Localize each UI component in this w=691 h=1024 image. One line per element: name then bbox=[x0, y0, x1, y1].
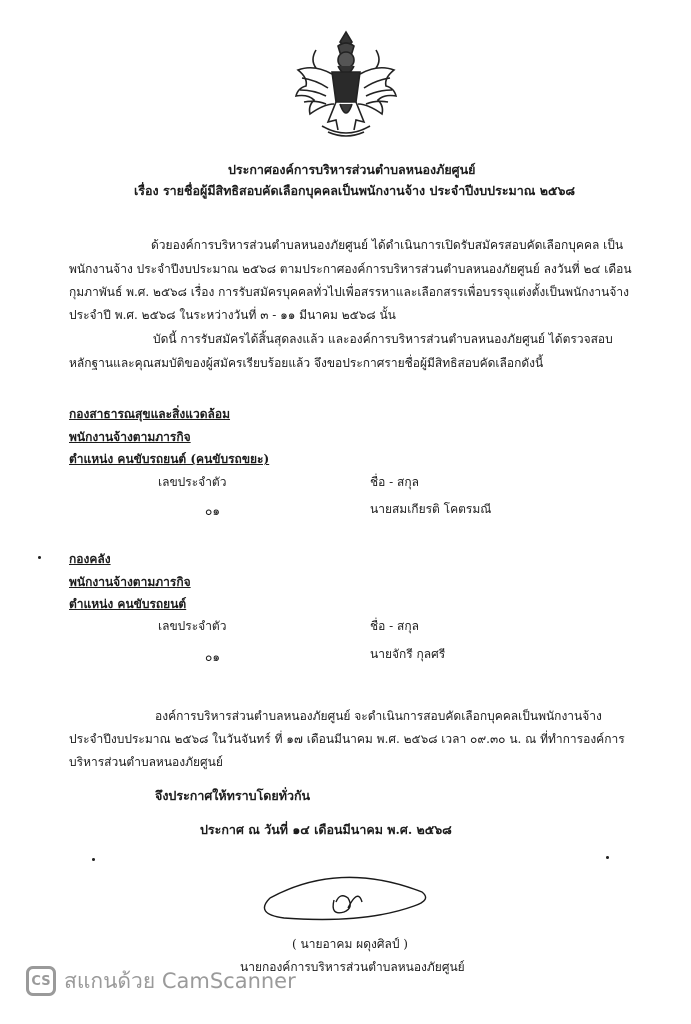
watermark-text: สแกนด้วย CamScanner bbox=[64, 968, 296, 993]
position-title: ตำแหน่ง คนขับรถยนต์ bbox=[69, 597, 187, 611]
intro-line-3: กุมภาพันธ์ พ.ศ. ๒๕๖๘ เรื่อง การรับสมัครบุคคลทั่วไปเพื่อสรรหาและเลือกสรรเพื่อบรรจุแต่งตั้งเป็นพนักงานจ้าง bbox=[69, 285, 629, 299]
notice-title: ประกาศองค์การบริหารส่วนตำบลหนองภัยศูนย์ bbox=[228, 162, 476, 177]
signatory-title: นายกองค์การบริหารส่วนตำบลหนองภัยศูนย์ bbox=[240, 960, 465, 974]
exam-line-2: ประจำปีงบประมาณ ๒๕๖๘ ในวันจันทร์ ที่ ๑๗ เดือนมีนาคม พ.ศ. ๒๕๖๘ เวลา ๐๙.๓๐ น. ณ ที่ทำการองค์การ bbox=[69, 732, 625, 746]
garuda-emblem-icon bbox=[292, 26, 400, 142]
candidate-id: ๐๑ bbox=[205, 504, 220, 518]
employee-type: พนักงานจ้างตามภารกิจ bbox=[69, 430, 191, 444]
intro-line-2: พนักงานจ้าง ประจำปีงบประมาณ ๒๕๖๘ ตามประกาศองค์การบริหารส่วนตำบลหนองภัยศูนย์ ลงวันที่ ๒๔ เดือน bbox=[69, 262, 632, 276]
announcement-date: ประกาศ ณ วันที่ ๑๔ เดือนมีนาคม พ.ศ. ๒๕๖๘ bbox=[200, 822, 452, 837]
scan-speck bbox=[92, 858, 95, 861]
position-title: ตำแหน่ง คนขับรถยนต์ (คนขับรถขยะ) bbox=[69, 452, 270, 466]
notice-subject: เรื่อง รายชื่อผู้มีสิทธิสอบคัดเลือกบุคคลเป็นพนักงานจ้าง ประจำปีงบประมาณ ๒๕๖๘ bbox=[134, 183, 576, 198]
candidate-name: นายสมเกียรติ โคตรมณี bbox=[370, 502, 492, 516]
handwritten-signature bbox=[262, 868, 432, 930]
candidate-id: ๐๑ bbox=[205, 650, 220, 664]
scan-speck bbox=[606, 856, 609, 859]
intro-line-1: ด้วยองค์การบริหารส่วนตำบลหนองภัยศูนย์ ได้ดำเนินการเปิดรับสมัครสอบคัดเลือกบุคคล เป็น bbox=[151, 238, 624, 252]
candidate-name: นายจักรี กุลศรี bbox=[370, 647, 446, 661]
column-header-name: ชื่อ - สกุล bbox=[370, 475, 419, 489]
announcement-line-2: หลักฐานและคุณสมบัติของผู้สมัครเรียบร้อยแล้ว จึงขอประกาศรายชื่อผู้มีสิทธิสอบคัดเลือกดังนี้ bbox=[69, 356, 544, 370]
camscanner-watermark bbox=[26, 964, 296, 998]
division-heading: กองคลัง bbox=[69, 552, 111, 566]
exam-line-1: องค์การบริหารส่วนตำบลหนองภัยศูนย์ จะดำเนินการสอบคัดเลือกบุคคลเป็นพนักงานจ้าง bbox=[155, 709, 602, 723]
exam-line-3: บริหารส่วนตำบลหนองภัยศูนย์ bbox=[69, 755, 223, 769]
camscanner-logo-icon: CS bbox=[26, 966, 56, 996]
division-heading: กองสาธารณสุขและสิ่งแวดล้อม bbox=[69, 407, 231, 421]
column-header-id: เลขประจำตัว bbox=[158, 619, 227, 633]
column-header-id: เลขประจำตัว bbox=[158, 475, 227, 489]
announcement-line-1: บัดนี้ การรับสมัครได้สิ้นสุดลงแล้ว และองค์การบริหารส่วนตำบลหนองภัยศูนย์ ได้ตรวจสอบ bbox=[153, 332, 613, 346]
employee-type: พนักงานจ้างตามภารกิจ bbox=[69, 575, 191, 589]
signatory-name: ( นายอาคม ผดุงศิลป์ ) bbox=[292, 937, 408, 951]
closing-statement: จึงประกาศให้ทราบโดยทั่วกัน bbox=[155, 788, 311, 803]
scan-speck bbox=[38, 556, 41, 559]
intro-line-4: ประจำปี พ.ศ. ๒๕๖๘ ในระหว่างวันที่ ๓ - ๑๑ มีนาคม ๒๕๖๘ นั้น bbox=[69, 308, 396, 322]
column-header-name: ชื่อ - สกุล bbox=[370, 619, 419, 633]
